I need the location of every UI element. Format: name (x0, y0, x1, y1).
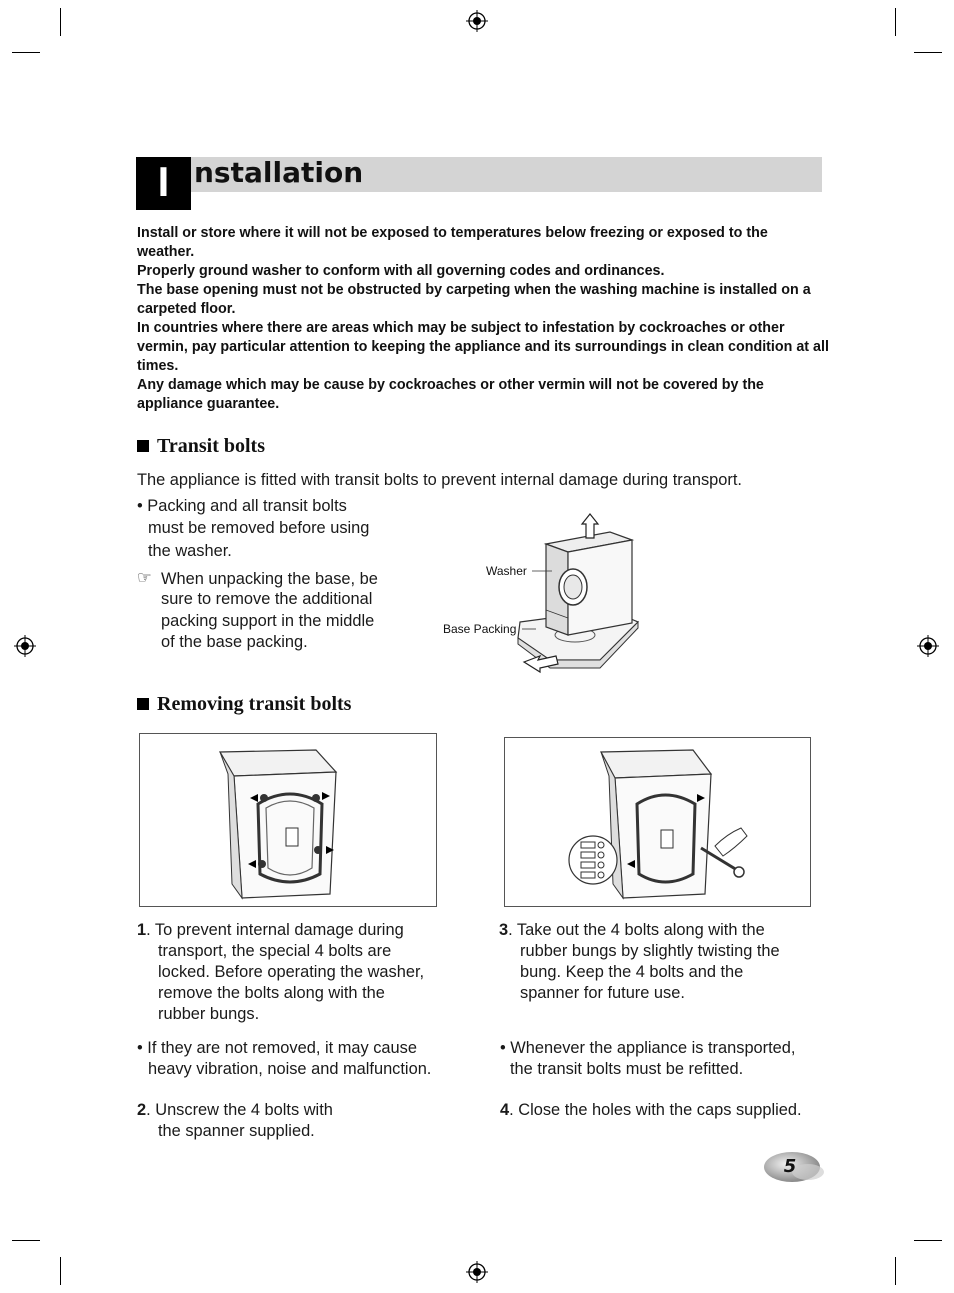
transit-bullet-line: must be removed before using (148, 519, 370, 537)
step-3-line: spanner for future use. (520, 984, 685, 1002)
note-1-line: heavy vibration, noise and malfunction. (148, 1060, 432, 1078)
step-number: 1 (137, 921, 147, 939)
crop-mark (914, 1240, 942, 1241)
registration-mark-icon (466, 1261, 488, 1283)
crop-mark (60, 1257, 61, 1285)
section-heading-transit (137, 434, 265, 458)
label-base-packing: Base Packing (443, 622, 517, 636)
step-2-line: 2. Unscrew the 4 bolts with (137, 1101, 333, 1119)
step-2-line: the spanner supplied. (158, 1122, 315, 1140)
label-washer: Washer (486, 564, 527, 578)
transit-note-line: When unpacking the base, be (161, 570, 378, 588)
transit-bullet-line: the washer. (148, 542, 232, 560)
note-3-line: • Whenever the appliance is transported, (500, 1039, 796, 1057)
step-3-line: 3. Take out the 4 bolts along with the (499, 921, 765, 939)
section-heading-text: Transit bolts (157, 435, 265, 457)
transit-bullet-line: • Packing and all transit bolts (137, 497, 347, 515)
step-1-line: rubber bungs. (158, 1005, 260, 1023)
page-number: 5 (783, 1156, 797, 1177)
section-heading-removing (137, 692, 351, 716)
transit-intro: The appliance is fitted with transit bolts to prevent internal damage during transport. (137, 471, 742, 489)
step-number: 3 (499, 921, 509, 939)
crop-mark (895, 1257, 896, 1285)
bullet-square-icon (137, 440, 149, 452)
crop-mark (895, 8, 896, 36)
crop-mark (12, 52, 40, 53)
step-1-line: transport, the special 4 bolts are (158, 942, 392, 960)
crop-mark (12, 1240, 40, 1241)
step-3-line: rubber bungs by slightly twisting the (520, 942, 780, 960)
registration-mark-icon (917, 635, 939, 657)
step-1-line: remove the bolts along with the (158, 984, 385, 1002)
step-1-line: locked. Before operating the washer, (158, 963, 425, 981)
crop-mark (914, 52, 942, 53)
step-number: 4 (500, 1101, 510, 1119)
warning-text: Any damage which may be cause by cockroaches or other vermin will not be covered by the appliance guarantee. (137, 377, 764, 412)
transit-note-line: sure to remove the additional (161, 590, 373, 608)
warning-text: The base opening must not be obstructed by carpeting when the washing machine is installed on a carpeted floor. (137, 282, 811, 317)
warning-text: In countries where there are areas which may be subject to infestation by cockroaches or other vermin, pay particular attention to keeping the appliance and its surroundings in clean condition at all times. (137, 320, 829, 374)
note-hand-icon: ☞ (137, 569, 152, 587)
step-1-line: 1. To prevent internal damage during (137, 921, 404, 939)
washer-unpacking-illustration (440, 510, 650, 680)
transit-note-line: packing support in the middle (161, 612, 375, 630)
bullet-square-icon (137, 698, 149, 710)
registration-mark-icon (14, 635, 36, 657)
title-initial: I (136, 157, 191, 210)
crop-mark (60, 8, 61, 36)
warning-text: Properly ground washer to conform with all governing codes and ordinances. (137, 263, 665, 279)
section-heading-text: Removing transit bolts (157, 693, 352, 715)
note-3-line: the transit bolts must be refitted. (510, 1060, 744, 1078)
registration-mark-icon (466, 10, 488, 32)
step-3-line: bung. Keep the 4 bolts and the (520, 963, 744, 981)
step-4-line: 4. Close the holes with the caps supplied. (500, 1101, 802, 1119)
bolt-location-illustration (139, 733, 437, 907)
transit-note-line: of the base packing. (161, 633, 308, 651)
page-title: nstallation (194, 156, 364, 189)
step-number: 2 (137, 1101, 147, 1119)
warning-text: Install or store where it will not be exposed to temperatures below freezing or exposed to the weather. (137, 225, 768, 260)
bolt-removal-illustration (504, 737, 811, 907)
note-1-line: • If they are not removed, it may cause (137, 1039, 417, 1057)
